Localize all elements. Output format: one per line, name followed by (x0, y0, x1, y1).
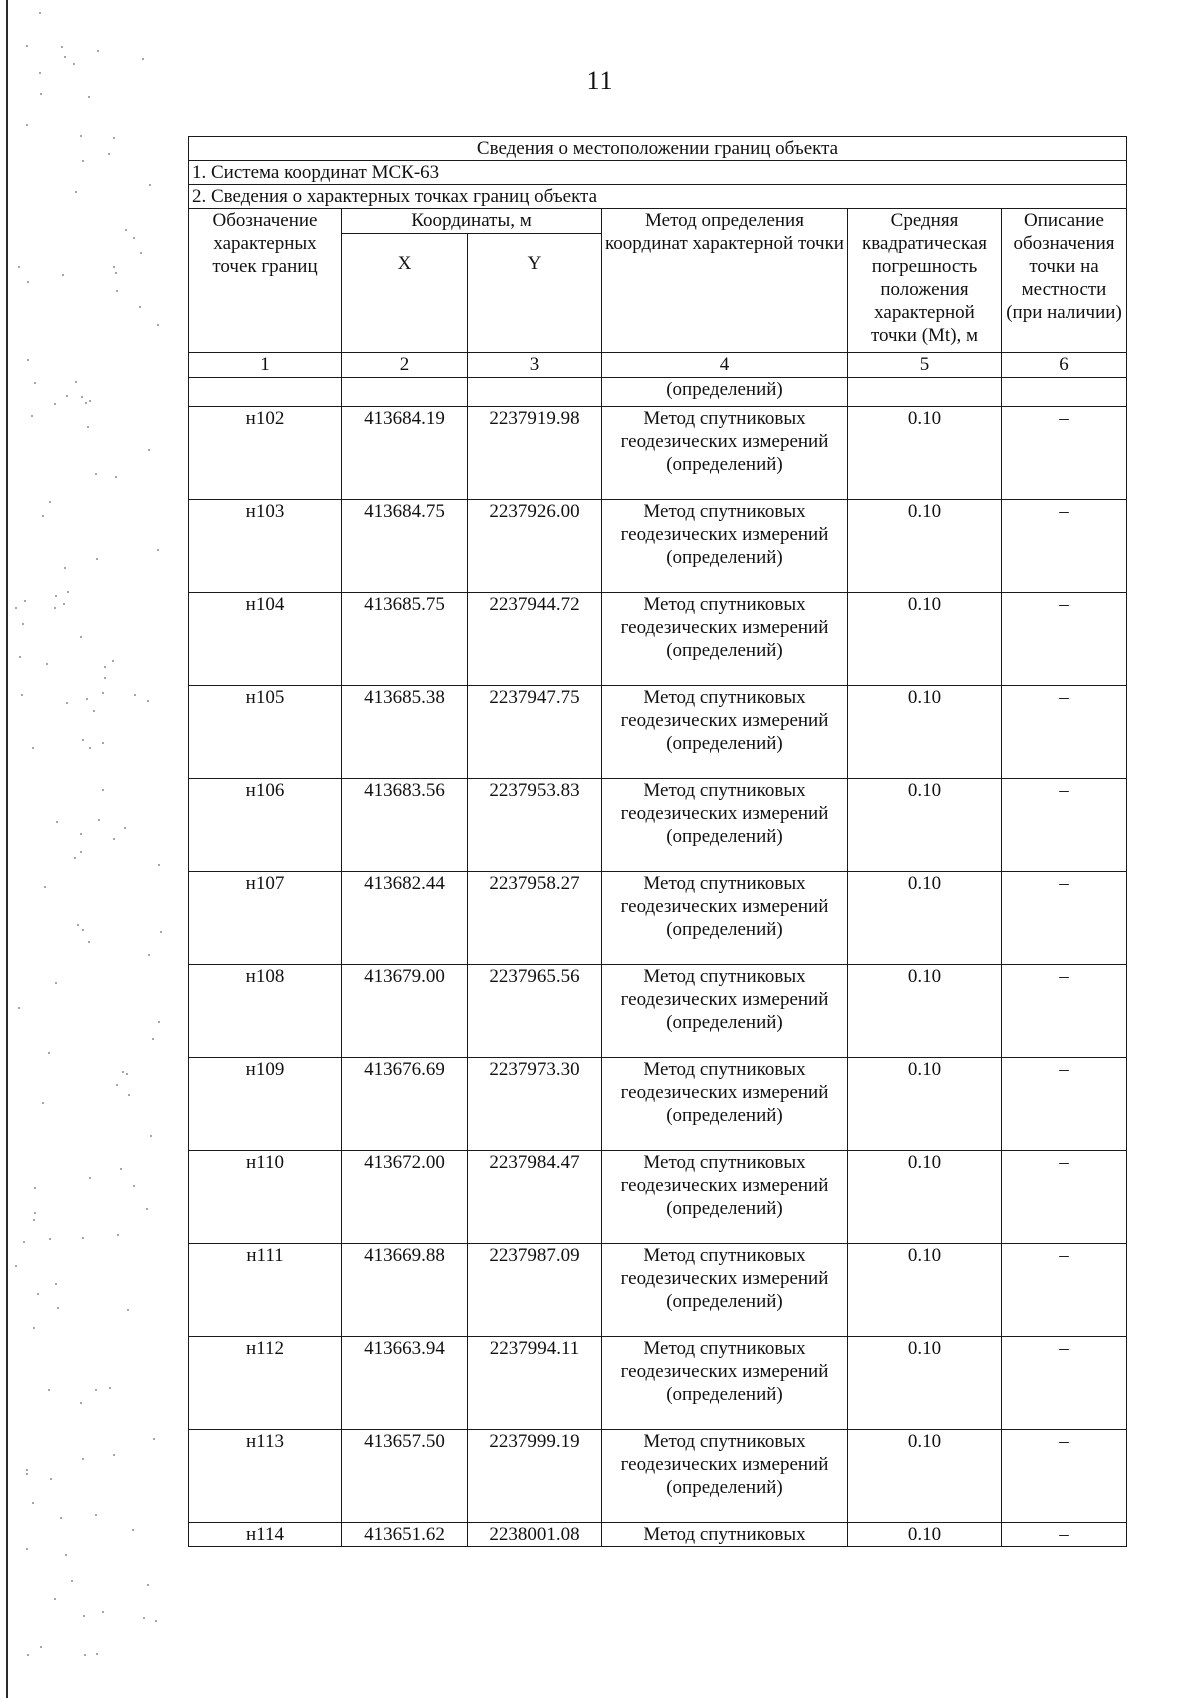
coord-x: 413672.00 (342, 1151, 468, 1244)
header-x-cell (342, 234, 468, 353)
noise-speck (97, 50, 99, 52)
header-method: Метод определения координат характерной точки (602, 209, 848, 353)
point-name: н112 (189, 1337, 342, 1430)
noise-speck (112, 660, 114, 662)
description: – (1002, 686, 1127, 779)
noise-speck (40, 1646, 42, 1648)
noise-speck (56, 821, 58, 823)
noise-speck (116, 1084, 118, 1086)
noise-speck (80, 833, 82, 835)
noise-speck (150, 1135, 152, 1137)
noise-speck (21, 694, 23, 696)
noise-speck (139, 306, 141, 308)
noise-speck (82, 1237, 84, 1239)
noise-speck (18, 1007, 20, 1009)
noise-speck (48, 1389, 50, 1391)
point-name: н104 (189, 593, 342, 686)
carryover-desc (1002, 378, 1127, 407)
noise-speck (140, 252, 142, 254)
noise-speck (39, 12, 41, 14)
column-number-2: 2 (342, 353, 468, 378)
noise-speck (15, 607, 17, 609)
header-point-designation: Обозначение характерных точек границ (189, 209, 342, 353)
column-number-3: 3 (468, 353, 602, 378)
noise-speck (115, 272, 117, 274)
noise-speck (66, 395, 68, 397)
noise-speck (96, 1653, 98, 1655)
noise-speck (62, 274, 64, 276)
noise-speck (49, 1238, 51, 1240)
point-name: н113 (189, 1430, 342, 1523)
description: – (1002, 500, 1127, 593)
noise-speck (34, 382, 36, 384)
noise-speck (88, 96, 90, 98)
noise-speck (67, 591, 69, 593)
description: – (1002, 965, 1127, 1058)
noise-speck (80, 636, 82, 638)
noise-speck (160, 931, 162, 933)
method: Метод спутниковых геодезических измерений (определений) (602, 1151, 848, 1244)
noise-speck (95, 473, 97, 475)
noise-speck (88, 941, 90, 943)
noise-speck (157, 549, 159, 551)
table-row (189, 1430, 1127, 1523)
coord-x: 413683.56 (342, 779, 468, 872)
point-name: н107 (189, 872, 342, 965)
noise-speck (149, 184, 151, 186)
table-row (189, 686, 1127, 779)
coord-x: 413685.75 (342, 593, 468, 686)
noise-speck (155, 1620, 157, 1622)
method: Метод спутниковых геодезических измерений (определений) (602, 779, 848, 872)
noise-speck (85, 402, 87, 404)
table-row (189, 1244, 1127, 1337)
noise-speck (26, 1548, 28, 1550)
noise-speck (74, 857, 76, 859)
noise-speck (63, 603, 65, 605)
noise-speck (143, 1617, 145, 1619)
noise-speck (133, 237, 135, 239)
noise-speck (64, 567, 66, 569)
noise-speck (27, 359, 29, 361)
mean-error: 0.10 (848, 1151, 1002, 1244)
noise-speck (31, 415, 33, 417)
coord-x: 413684.75 (342, 500, 468, 593)
mean-error: 0.10 (848, 1430, 1002, 1523)
noise-speck (23, 1241, 25, 1243)
table-row (189, 872, 1127, 965)
noise-speck (158, 864, 160, 866)
mean-error: 0.10 (848, 500, 1002, 593)
noise-speck (157, 324, 159, 326)
method: Метод спутниковых геодезических измерений (определений) (602, 500, 848, 593)
table-row-last (189, 1523, 1127, 1547)
noise-speck (82, 160, 84, 162)
coord-x: 413651.62 (342, 1523, 468, 1547)
point-name: н109 (189, 1058, 342, 1151)
coord-x: 413684.19 (342, 407, 468, 500)
section-characteristic-points: 2. Сведения о характерных точках границ объекта (189, 185, 1127, 209)
description: – (1002, 1244, 1127, 1337)
mean-error: 0.10 (848, 1523, 1002, 1547)
noise-speck (152, 1038, 154, 1040)
noise-speck (117, 1234, 119, 1236)
noise-speck (33, 1219, 35, 1221)
coord-x: 413657.50 (342, 1430, 468, 1523)
noise-speck (109, 1387, 111, 1389)
column-number-4: 4 (602, 353, 848, 378)
table-row (189, 1058, 1127, 1151)
noise-speck (102, 789, 104, 791)
table-title: Сведения о местоположении границ объекта (189, 137, 1127, 161)
table-row (189, 1151, 1127, 1244)
description: – (1002, 779, 1127, 872)
point-name: н111 (189, 1244, 342, 1337)
coord-y: 2237999.19 (468, 1430, 602, 1523)
point-name: н110 (189, 1151, 342, 1244)
method: Метод спутниковых геодезических измерений (определений) (602, 1430, 848, 1523)
column-number-6: 6 (1002, 353, 1127, 378)
noise-speck (147, 700, 149, 702)
noise-speck (122, 1071, 124, 1073)
noise-speck (124, 827, 126, 829)
noise-speck (82, 739, 84, 741)
noise-speck (71, 1580, 73, 1582)
noise-speck (73, 63, 75, 65)
noise-speck (142, 58, 144, 60)
header-y: Y (527, 253, 542, 274)
noise-speck (42, 515, 44, 517)
header-y-cell (468, 234, 602, 353)
noise-speck (84, 1654, 86, 1656)
noise-speck (133, 1185, 135, 1187)
coord-y: 2237947.75 (468, 686, 602, 779)
noise-speck (80, 135, 82, 137)
table-row (189, 407, 1127, 500)
noise-speck (115, 476, 117, 478)
header-mean-error: Средняя квадратическая погрешность положения характерной точки (Mt), м (848, 209, 1002, 353)
noise-speck (89, 400, 91, 402)
description: – (1002, 1430, 1127, 1523)
noise-speck (18, 266, 20, 268)
mean-error: 0.10 (848, 1058, 1002, 1151)
noise-speck (26, 45, 28, 47)
noise-speck (37, 1293, 39, 1295)
noise-speck (54, 607, 56, 609)
method: Метод спутниковых геодезических измерений (определений) (602, 593, 848, 686)
noise-speck (98, 819, 100, 821)
method: Метод спутниковых геодезических измерений (определений) (602, 1244, 848, 1337)
section-coordinate-system: 1. Система координат МСК-63 (189, 161, 1127, 185)
noise-speck (153, 1438, 155, 1440)
noise-speck (65, 1554, 67, 1556)
noise-speck (89, 1177, 91, 1179)
header-coordinates: Координаты, м (342, 209, 602, 234)
point-name: н106 (189, 779, 342, 872)
coord-y: 2238001.08 (468, 1523, 602, 1547)
noise-speck (148, 954, 150, 956)
noise-speck (24, 600, 26, 602)
noise-speck (82, 1458, 84, 1460)
coord-x: 413685.38 (342, 686, 468, 779)
noise-speck (102, 1611, 104, 1613)
noise-speck (32, 1502, 34, 1504)
method: Метод спутниковых (602, 1523, 848, 1547)
method: Метод спутниковых геодезических измерений (определений) (602, 872, 848, 965)
point-name: н105 (189, 686, 342, 779)
coord-y: 2237984.47 (468, 1151, 602, 1244)
noise-speck (102, 692, 104, 694)
point-name: н102 (189, 407, 342, 500)
noise-speck (126, 1073, 128, 1075)
noise-speck (77, 924, 79, 926)
method: Метод спутниковых геодезических измерений (определений) (602, 1337, 848, 1430)
noise-speck (104, 666, 106, 668)
noise-speck (27, 1654, 29, 1656)
coord-y: 2237926.00 (468, 500, 602, 593)
coord-y: 2237973.30 (468, 1058, 602, 1151)
noise-speck (120, 1168, 122, 1170)
description: – (1002, 407, 1127, 500)
carryover-mt (848, 378, 1002, 407)
noise-speck (26, 1469, 28, 1471)
noise-speck (104, 677, 106, 679)
noise-speck (113, 838, 115, 840)
method: Метод спутниковых геодезических измерений (определений) (602, 686, 848, 779)
noise-speck (80, 851, 82, 853)
noise-speck (64, 56, 66, 58)
description: – (1002, 1337, 1127, 1430)
noise-speck (95, 1389, 97, 1391)
noise-speck (82, 929, 84, 931)
noise-speck (22, 623, 24, 625)
mean-error: 0.10 (848, 1337, 1002, 1430)
description: – (1002, 1058, 1127, 1151)
boundary-points-table (188, 136, 1127, 1547)
mean-error: 0.10 (848, 686, 1002, 779)
coord-x: 413669.88 (342, 1244, 468, 1337)
noise-speck (113, 1454, 115, 1456)
noise-speck (61, 46, 63, 48)
coord-x: 413682.44 (342, 872, 468, 965)
noise-speck (96, 558, 98, 560)
carryover-row (189, 378, 1127, 407)
noise-speck (54, 403, 56, 405)
table-row (189, 965, 1127, 1058)
point-name: н108 (189, 965, 342, 1058)
noise-speck (27, 281, 29, 283)
coord-x: 413679.00 (342, 965, 468, 1058)
noise-speck (49, 501, 51, 503)
method: Метод спутниковых геодезических измерений (определений) (602, 1058, 848, 1151)
carryover-point (189, 378, 342, 407)
carryover-method: (определений) (602, 378, 848, 407)
page-left-edge (6, 0, 8, 1698)
table-row (189, 779, 1127, 872)
noise-speck (32, 747, 34, 749)
coord-y: 2237944.72 (468, 593, 602, 686)
column-number-5: 5 (848, 353, 1002, 378)
noise-speck (75, 191, 77, 193)
point-name: н103 (189, 500, 342, 593)
noise-speck (116, 290, 118, 292)
noise-speck (75, 381, 77, 383)
mean-error: 0.10 (848, 593, 1002, 686)
noise-speck (86, 698, 88, 700)
method: Метод спутниковых геодезических измерений (определений) (602, 407, 848, 500)
column-number-1: 1 (189, 353, 342, 378)
noise-speck (113, 266, 115, 268)
table-row (189, 593, 1127, 686)
noise-speck (33, 1327, 35, 1329)
noise-speck (89, 747, 91, 749)
noise-speck (147, 1584, 149, 1586)
description: – (1002, 593, 1127, 686)
noise-speck (148, 449, 150, 451)
carryover-x (342, 378, 468, 407)
noise-speck (127, 1309, 129, 1311)
noise-speck (34, 1212, 36, 1214)
noise-speck (26, 124, 28, 126)
coord-y: 2237987.09 (468, 1244, 602, 1337)
coord-y: 2237953.83 (468, 779, 602, 872)
noise-speck (34, 1187, 36, 1189)
noise-speck (55, 1283, 57, 1285)
noise-speck (55, 595, 57, 597)
noise-speck (158, 1021, 160, 1023)
noise-speck (19, 656, 21, 658)
noise-speck (125, 229, 127, 231)
noise-speck (134, 694, 136, 696)
noise-speck (50, 1478, 52, 1480)
mean-error: 0.10 (848, 407, 1002, 500)
noise-speck (95, 1514, 97, 1516)
noise-speck (83, 1615, 85, 1617)
header-description: Описание обозначения точки на местности (при наличии) (1002, 209, 1127, 353)
noise-speck (26, 1473, 28, 1475)
noise-speck (81, 396, 83, 398)
noise-speck (42, 1102, 44, 1104)
coord-y: 2237994.11 (468, 1337, 602, 1430)
noise-speck (48, 1052, 50, 1054)
table-row (189, 1337, 1127, 1430)
noise-speck (108, 153, 110, 155)
noise-speck (60, 1517, 62, 1519)
noise-speck (55, 982, 57, 984)
noise-speck (113, 137, 115, 139)
description: – (1002, 1523, 1127, 1547)
noise-speck (44, 886, 46, 888)
description: – (1002, 1151, 1127, 1244)
page-number: 11 (586, 66, 614, 95)
mean-error: 0.10 (848, 1244, 1002, 1337)
carryover-y (468, 378, 602, 407)
coord-x: 413676.69 (342, 1058, 468, 1151)
description: – (1002, 872, 1127, 965)
coord-x: 413663.94 (342, 1337, 468, 1430)
mean-error: 0.10 (848, 779, 1002, 872)
coord-y: 2237965.56 (468, 965, 602, 1058)
noise-speck (146, 1208, 148, 1210)
noise-speck (46, 663, 48, 665)
noise-speck (80, 1402, 82, 1404)
noise-speck (93, 710, 95, 712)
noise-speck (128, 1094, 130, 1096)
point-name: н114 (189, 1523, 342, 1547)
noise-speck (87, 426, 89, 428)
table-row (189, 500, 1127, 593)
coord-y: 2237919.98 (468, 407, 602, 500)
mean-error: 0.10 (848, 872, 1002, 965)
coord-y: 2237958.27 (468, 872, 602, 965)
header-x: X (397, 253, 412, 274)
method: Метод спутниковых геодезических измерений (определений) (602, 965, 848, 1058)
noise-speck (15, 1265, 17, 1267)
noise-speck (54, 1598, 56, 1600)
noise-speck (102, 742, 104, 744)
noise-speck (66, 702, 68, 704)
mean-error: 0.10 (848, 965, 1002, 1058)
noise-speck (57, 1307, 59, 1309)
noise-speck (132, 1529, 134, 1531)
